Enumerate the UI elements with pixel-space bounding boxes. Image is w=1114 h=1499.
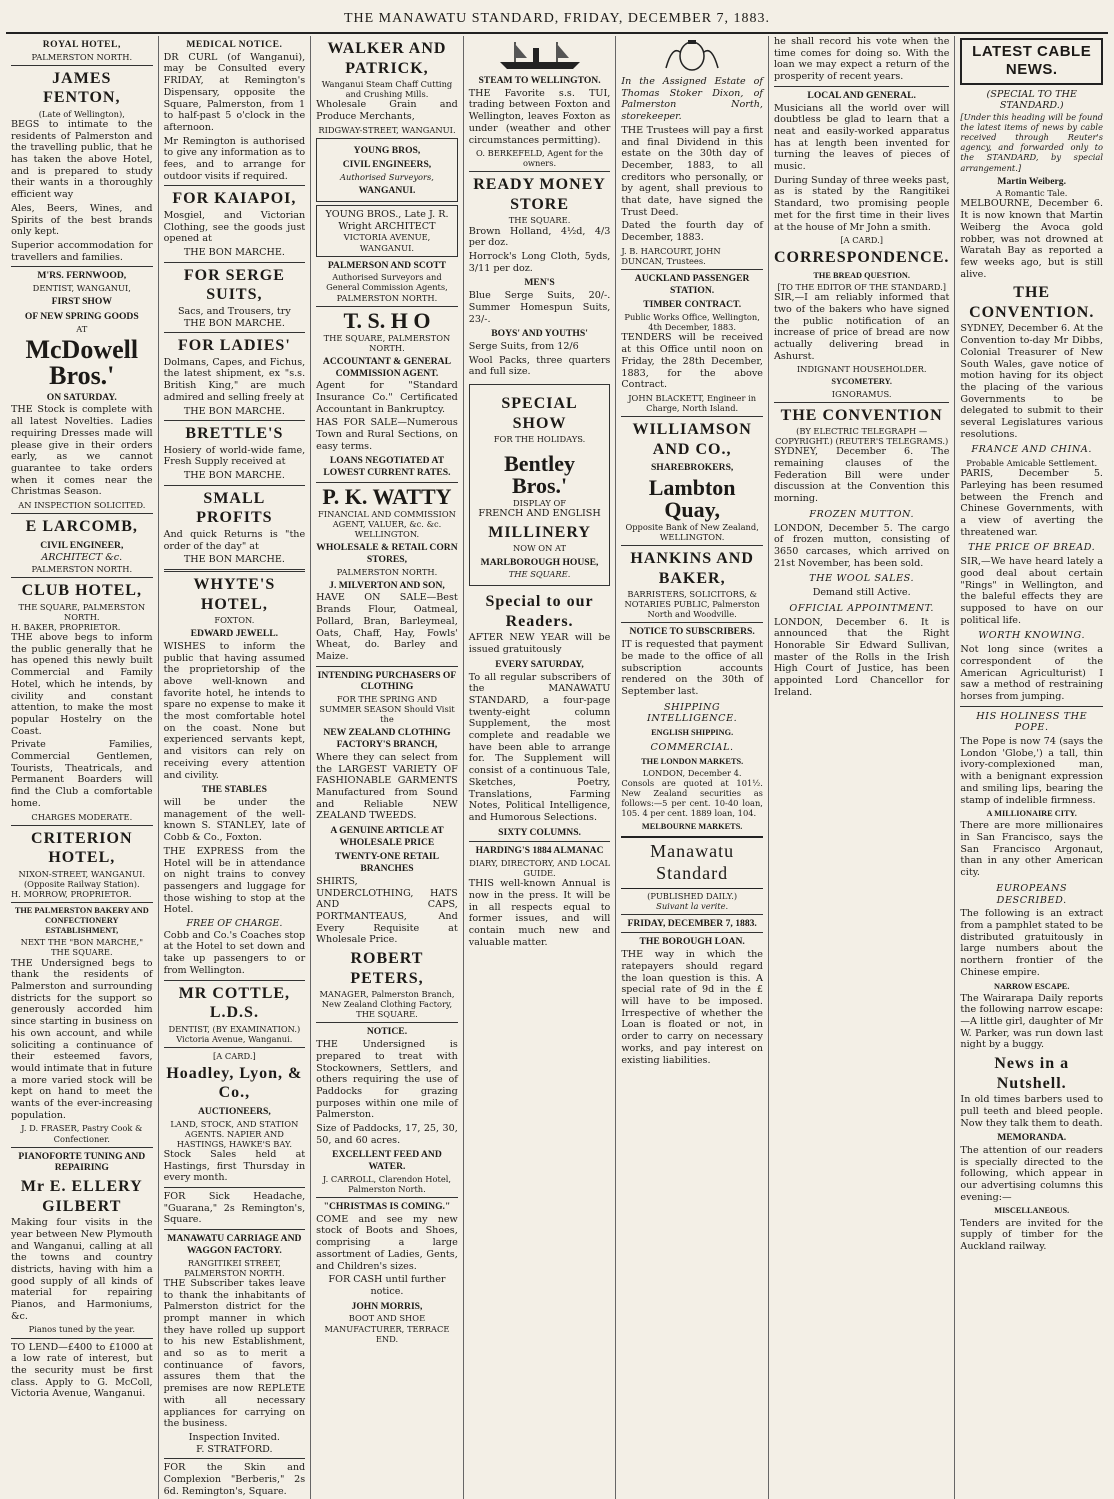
special-readers: Special to our Readers. <box>485 593 594 630</box>
foxton: FOXTON. <box>214 615 255 626</box>
convention-body-2: SYDNEY, December 6. At the Convention to-day Mr Dibbs, Colonial Treasurer of New South Wales, gave notice of motion having for its object the placing of the various Governments to be delegated to submit to their several Legislatures various resolutions. <box>960 323 1103 440</box>
appointment-heading: OFFICIAL APPOINTMENT. <box>789 602 934 614</box>
lambton-quay: Lambton Quay, <box>648 474 736 522</box>
after-new-year: AFTER NEW YEAR will be issued gratuitously <box>468 632 611 656</box>
pope-body: The Pope is now 74 (says the London 'Globe,') a tall, thin ivory-complexioned man, with a benignant expression and smiling lips, bearing the stamp of indelible firmness. <box>960 736 1103 806</box>
mcdowell-heading: McDowell Bros.' <box>25 334 139 390</box>
worth-body: Not long since (writes a correspondent of the American Agriculturist) I saw a method of restraining horses from jumping. <box>960 644 1103 702</box>
of-new-goods: OF NEW SPRING GOODS <box>24 310 139 322</box>
card-label-2: [A CARD.] <box>840 235 884 246</box>
auctioneers: AUCTIONEERS, <box>197 1105 271 1117</box>
bakery-heading: THE PALMERSTON BAKERY AND CONFECTIONERY ESTABLISHMENT, <box>14 906 149 936</box>
larcomb-place: PALMERSTON NORTH. <box>31 564 133 575</box>
hoadley-sale: Stock Sales held at Hastings, first Thursday in every month. <box>163 1148 306 1184</box>
misc-body: Tenders are invited for the supply of timber for the Auckland railway. <box>960 1217 1103 1252</box>
notice-body: THE Undersigned is prepared to treat with Stockowners, Settlers, and others requiring the use of Paddocks for grazing purposes within one mile of Palmerston. <box>316 1039 458 1121</box>
jewell-body: WISHES to inform the public that having assumed the proprietorship of the above well-known and favorite hotel, he intends to spare no expense to make it the most comfortable hotel on the coast. None but experienced servants kept, and visitors can rely on receiving every attention and civility. <box>163 640 306 781</box>
weiberg-heading: Martin Weiberg. <box>997 175 1066 187</box>
architect: ARCHITECT &c. <box>41 552 123 564</box>
special-show: SPECIAL SHOW <box>501 395 578 432</box>
pk-heading: P. K. WATTY <box>322 483 452 509</box>
harding-body: THIS well-known Annual is now in the press. It will be in all respects equal to former issues, and will contain much new and valuable matter. <box>468 878 611 948</box>
gilbert-body: Making four visits in the year between New Plymouth and Wanganui, calling at all the towns and country districts, having with him a good supply of all kinds of material for repairing Pianos, and Harmoniums, &c. <box>11 1217 153 1322</box>
serge-heading: FOR SERGE SUITS, <box>183 266 285 304</box>
millionaire-heading: A MILLIONAIRE CITY. <box>986 809 1077 819</box>
cottle-heading: MR COTTLE, L.D.S. <box>178 984 291 1022</box>
mcdowell-body: THE Stock is complete with all latest Novelties. Ladies requiring Dresses made will please give in their orders early, as we cannot guarantee to take orders when it comes near the Christmas Season. <box>11 404 153 498</box>
europeans-heading: EUROPEANS DESCRIBED. <box>996 882 1068 906</box>
wool-heading: THE WOOL SALES. <box>809 573 915 585</box>
loan-continued: he shall record his vote when the time comes for doing so. With the loan we may expect a return of the prosperity of recent years. <box>773 36 950 83</box>
mens-heading: MEN'S <box>524 277 555 289</box>
peters-sub: MANAGER, Palmerston Branch, New Zealand Clothing Factory, THE SQUARE. <box>319 989 455 1020</box>
ladies-heading: FOR LADIES' <box>177 337 291 355</box>
ready-money-heading: READY MONEY STORE <box>473 176 606 213</box>
nz-body: Where they can select from the LARGEST VARIETY OF FASHIONABLE GARMENTS Manufactured from Sound and Reliable NEW ZEALAND TWEEDS. <box>316 751 458 822</box>
column-1 <box>6 36 159 1499</box>
narrow-escape-heading: NARROW ESCAPE. <box>993 981 1070 991</box>
royal-hotel-heading: ROYAL HOTEL, <box>42 39 121 50</box>
cottle-place: Victoria Avenue, Wanganui. <box>176 1033 293 1044</box>
card-label: [A CARD.] <box>213 1050 256 1061</box>
the-square: THE SQUARE. <box>508 569 571 580</box>
young-heading: YOUNG BROS, <box>353 144 421 156</box>
for-cash: FOR CASH until further notice. <box>328 1274 446 1297</box>
france-body: PARIS, December 5. Parleying has been resumed between the French and Chinese Governments, with a view of averting the threatened war. <box>960 468 1103 538</box>
club-body: THE above begs to inform the public generally that he has opened this newly built Commercial and Family Hotel, which he intends, by civility and constant attention, to make the most popular Hostelry on the Coast. <box>11 632 153 737</box>
sycometery: SYCOMETERY. <box>831 377 892 387</box>
shipping-heading: SHIPPING INTELLIGENCE. <box>646 701 738 725</box>
express-body: THE EXPRESS from the Hotel will be in attendance on night trains to convey passengers and luggage for those wishing to stop at the Hotel. <box>163 845 306 916</box>
fenton-heading: JAMES FENTON, <box>43 69 121 107</box>
melbourne-markets: MELBOURNE MARKETS. <box>641 821 743 831</box>
intending-sub: FOR THE SPRING AND SUMMER SEASON Should Visit the <box>319 694 455 725</box>
small-profits-body: And quick Returns is "the order of the day" at <box>163 528 306 552</box>
on-saturday: ON SATURDAY. <box>46 391 117 403</box>
kaiapoi-heading: FOR KAIAPOI, <box>172 190 297 208</box>
convention-body: SYDNEY, December 6. The remaining clauses of the Federation Bill were under discussion at the Convention this morning. <box>773 446 950 505</box>
works-office: Public Works Office, Wellington, 4th December, 1883. <box>624 312 760 333</box>
pianos-tuned: Pianos tuned by the year. <box>28 1324 135 1335</box>
stratford: F. STRATFORD. <box>196 1443 273 1455</box>
club-sub: THE SQUARE, PALMERSTON NORTH. <box>18 601 146 622</box>
dated: Dated the fourth day of December, 1883. <box>621 220 763 244</box>
tsh-place: THE SQUARE, PALMERSTON NORTH. <box>323 332 451 353</box>
hoadley-body: LAND, STOCK, AND STATION AGENTS. NAPIER AND HASTINGS, HAWKE'S BAY. <box>170 1118 299 1149</box>
fenton-ales: Ales, Beers, Wines, and Spirits of the best brands only kept. <box>11 202 153 238</box>
piano-heading: PIANOFORTE TUNING AND REPAIRING <box>18 1150 146 1174</box>
nutshell-body: In old times barbers used to pull teeth and bleed people. Now they talk them to death. <box>960 1094 1103 1129</box>
criterion-sub: NIXON-STREET, WANGANUI. (Opposite Railway Station). <box>18 868 146 889</box>
masthead: THE MANAWATU STANDARD, FRIDAY, DECEMBER 7, 1883. <box>6 6 1108 34</box>
appointment-body: LONDON, December 6. It is announced that the Right Honorable Sir Edward Sullivan, master of the Rolls in the Irish High Court of Justice, has been appointed Lord Chancellor for Ireland. <box>773 616 950 698</box>
hankins-heading: HANKINS AND BAKER, <box>630 550 754 587</box>
walker-heading: WALKER AND PATRICK, <box>327 40 447 77</box>
club-rooms: Private Families, Commercial Gentlemen, Tourists, Theatricals, and Permanent Boarders will find the Club a comfortable home. <box>11 739 153 809</box>
nutshell-heading: News in a Nutshell. <box>994 1055 1070 1092</box>
convention-heading: THE CONVENTION <box>780 406 943 424</box>
club-hotel-heading: CLUB HOTEL, <box>21 582 142 600</box>
price-of-bread-heading: THE PRICE OF BREAD. <box>968 542 1096 554</box>
householder: INDIGNANT HOUSEHOLDER. <box>796 364 927 375</box>
worth-knowing-heading: WORTH KNOWING. <box>978 630 1086 642</box>
bread-body: SIR,—I am reliably informed that two of the bakers who have signed the public notification of an increase of price of bread are now actually delivering bread in Ashurst. <box>773 292 950 362</box>
frozen-body: LONDON, December 5. The cargo of frozen mutton, consisting of 3650 carcases, which arrived on 21st November, has been sold. <box>773 522 950 569</box>
trustees: J. B. HARCOURT, JOHN DUNCAN, Trustees. <box>621 245 721 266</box>
column-3 <box>311 36 464 1499</box>
europeans-body: The following is an extract from a pamphlet stated to be distributed gratuitously in large numbers about the northern frontier of the Chinese empire. <box>960 908 1103 978</box>
christmas-heading: "CHRISTMAS IS COMING." <box>323 1201 451 1213</box>
milverton-body: HAVE ON SALE—Best Brands Flour, Oatmeal, Pollard, Bran, Barleymeal, Oats, Chaff, Hay, Fowls' Wheat, do. Barley and Maize. <box>316 592 458 662</box>
surveyors: Authorised Surveyors, <box>340 172 434 183</box>
intending-heading: INTENDING PURCHASERS OF CLOTHING <box>317 669 457 693</box>
wholesale-place: PALMERSTON NORTH. <box>336 566 438 577</box>
bon-marche-5: THE BON MARCHE. <box>183 554 285 566</box>
notice-heading: NOTICE. <box>366 1026 408 1038</box>
young-bros-box <box>316 138 458 202</box>
harding-heading: HARDING'S 1884 ALMANAC <box>475 845 604 857</box>
berkefeld: O. BERKEFELD, Agent for the owners. <box>476 148 604 169</box>
latest-cable-heading: LATEST CABLE NEWS. <box>960 38 1103 85</box>
bread-question: THE BREAD QUESTION. <box>813 270 910 280</box>
rangitikei: RANGITIKEI STREET, PALMERSTON NORTH. <box>184 1257 285 1278</box>
diary: DIARY, DIRECTORY, AND LOCAL GUIDE. <box>469 858 610 879</box>
display-of: DISPLAY OF <box>513 498 567 509</box>
column-7 <box>955 36 1108 1499</box>
fenton-note: (Late of Wellington), <box>38 108 125 119</box>
bentley-box <box>469 384 611 586</box>
french-english: FRENCH AND ENGLISH <box>478 508 601 520</box>
young-architect-box <box>316 205 458 257</box>
column-2 <box>159 36 312 1499</box>
ready-sub: THE SQUARE. <box>508 215 571 226</box>
notice-subscribers: NOTICE TO SUBSCRIBERS. <box>629 626 755 638</box>
tui-body: THE Favorite s.s. TUI, trading between Foxton and Wellington, leaves Foxton as under (weather and other circumstances permitting). <box>468 87 611 146</box>
column-6 <box>769 36 955 1499</box>
romantic-tale: A Romantic Tale. <box>996 188 1068 199</box>
local-general-heading: LOCAL AND GENERAL. <box>807 89 916 101</box>
bon-marche-3: THE BON MARCHE. <box>183 405 285 417</box>
published-daily: (PUBLISHED DAILY.) <box>647 890 738 901</box>
column-4 <box>464 36 617 1499</box>
palmerson-sub: Authorised Surveyors and General Commission Agents, PALMERSTON NORTH. <box>326 272 448 303</box>
wool-packs: Wool Packs, three quarters and full size. <box>468 354 611 378</box>
morris-heading: JOHN MORRIS, <box>351 1300 423 1312</box>
at-label: AT <box>76 323 88 334</box>
assigned-estate: In the Assigned Estate of Thomas Stoker Dixon, of Palmerston North, storekeeper. <box>621 76 763 123</box>
brettle-heading: BRETTLE'S <box>185 425 284 443</box>
carroll: J. CARROLL, Clarendon Hotel, Palmerston North. <box>322 1173 452 1194</box>
now-on-at: NOW ON AT <box>513 543 567 554</box>
probable-settlement: Probable Amicable Settlement. <box>966 458 1098 469</box>
bakery-body: THE Undersigned begs to thank the residents of Palmerston and surrounding districts for the support so generously accorded him since starting in business on his own account, and while soliciting a continuance of their esteemed favors, would intimate that in future a more varied stock will be kept on hand to meet the wants of the ever-increasing population. <box>11 957 153 1121</box>
stables-heading: THE STABLES <box>201 784 267 796</box>
fenton-body: BEGS to intimate to the residents of Palmerston and the travelling public, that he has taken the above Hotel, and is prepared to study their wants in a thoroughly efficient way <box>11 118 153 201</box>
steam-heading: STEAM TO WELLINGTON. <box>478 75 601 86</box>
ridgway: RIDGWAY-STREET, WANGANUI. <box>318 124 456 135</box>
bentley-heading: Bentley Bros.' <box>504 451 575 499</box>
misc-heading: MISCELLANEOUS. <box>994 1206 1070 1216</box>
london-markets: THE LONDON MARKETS. <box>641 756 744 766</box>
to-editor: [TO THE EDITOR OF THE STANDARD.] <box>777 281 947 292</box>
column-5 <box>616 36 769 1499</box>
whytes-heading: WHYTE'S HOTEL, <box>193 576 276 613</box>
marlborough: MARLBOROUGH HOUSE, <box>480 556 599 568</box>
jewell-heading: EDWARD JEWELL. <box>190 628 279 640</box>
blackett: JOHN BLACKETT, Engineer in Charge, North Island. <box>628 392 757 414</box>
wholesale: WHOLESALE & RETAIL CORN STORES, <box>316 542 458 565</box>
pk-sub: FINANCIAL AND COMMISSION AGENT, VALUER, &c. &c. WELLINGTON. <box>318 508 456 540</box>
morris-sub: BOOT AND SHOE MANUFACTURER, TERRACE END. <box>324 1313 450 1344</box>
tsh-heading: T. S. H O <box>343 307 431 333</box>
convention-sub: (BY ELECTRIC TELEGRAPH — COPYRIGHT.) (REUTER'S TELEGRAMS.) <box>775 426 949 447</box>
markets-body: Consols are quoted at 101½. New Zealand securities as follows:—5 per cent. 10-40 loan, 105. 4 per cent. 1889 loan, 104. <box>621 778 763 819</box>
young-place: WANGANUI. <box>358 185 416 197</box>
steamship-icon <box>495 38 585 72</box>
first-show: FIRST SHOW <box>51 296 112 308</box>
kaiapoi-body: Mosgiel, and Victorian Clothing, see the goods just opened at <box>163 209 306 245</box>
weiberg-body: MELBOURNE, December 6. It is now known that Martin Weiberg the Avoca gold robber, was not drowned at Waratah Bay as reported a few weeks ago, but is still alive. <box>960 198 1103 280</box>
twenty-one: TWENTY-ONE RETAIL BRANCHES <box>334 851 440 875</box>
milverton-heading: J. MILVERTON AND SON, <box>329 579 445 591</box>
inspection-solicited: AN INSPECTION SOLICITED. <box>18 500 146 511</box>
serge-body: Sacs, and Trousers, try <box>177 305 291 317</box>
christmas-body: COME and see my new stock of Boots and Shoes, comprising a large assortment of Ladies, Gents, and Children's sizes. <box>316 1213 458 1272</box>
club-prop: H. BAKER, PROPRIETOR. <box>11 621 121 632</box>
paddock-sizes: Size of Paddocks, 17, 25, 30, 50, and 60 acres. <box>316 1123 458 1146</box>
commercial-heading: COMMERCIAL. <box>650 742 734 754</box>
cottle-sub: DENTIST, (BY EXAMINATION.) <box>168 1023 301 1034</box>
criterion-heading: CRITERION HOTEL, <box>31 829 133 867</box>
lambton-sub: Opposite Bank of New Zealand, WELLINGTON. <box>625 521 759 542</box>
brettle-body: Hosiery of world-wide fame, Fresh Supply received at <box>163 444 306 468</box>
bon-marche-2: THE BON MARCHE. <box>183 317 285 329</box>
small-profits-heading: SMALL PROFITS <box>196 489 273 527</box>
berberis: FOR the Skin and Complexion "Berberis," 2s 6d. Remington's, Square. <box>163 1462 306 1497</box>
auckland-heading: AUCKLAND PASSENGER STATION. <box>634 273 750 296</box>
guarana: FOR Sick Headache, "Guarana," 2s Remington's, Square. <box>163 1191 306 1226</box>
stables-body: will be under the management of the well-known S. STANLEY, late of Cobb & Co., Foxton. <box>163 796 306 844</box>
boys-heading: BOYS' AND YOUTHS' <box>491 328 588 340</box>
convention-heading-2: THE CONVENTION. <box>969 284 1095 321</box>
millinery: MILLINERY <box>488 523 591 541</box>
bakery-bon: NEXT THE "BON MARCHE," THE SQUARE. <box>20 937 144 958</box>
walker-body: Wholesale Grain and Produce Merchants, <box>316 99 458 122</box>
motto: Suivant la verite. <box>656 900 729 911</box>
columns <box>6 36 1108 1497</box>
fernwood-sub: DENTIST, WANGANUI, <box>32 283 131 294</box>
fernwood-heading: M'RS. FERNWOOD, <box>37 270 127 282</box>
narrow-body: The Wairarapa Daily reports the following narrow escape:—A little girl, daughter of Mr W. Parker, was run down last night by a buggy. <box>960 992 1103 1051</box>
manawatu-factory-heading: MANAWATU CARRIAGE AND WAGGON FACTORY. <box>167 1233 302 1256</box>
fenton-sup: Superior accommodation for travellers and families. <box>11 239 153 263</box>
timber-contract: TIMBER CONTRACT. <box>643 299 742 311</box>
millionaire-body: There are more millionaires in San Francisco, says the San Francisco Argonaut, than in any other American city. <box>960 820 1103 879</box>
bon-marche-1: THE BON MARCHE. <box>183 247 285 259</box>
nz-clothing: NEW ZEALAND CLOTHING FACTORY'S BRANCH, <box>323 727 451 751</box>
to-lend: TO LEND—£400 to £1000 at a low rate of interest, but the security must be first class. Apply to G. McColl, Victoria Avenue, Wanganui. <box>11 1341 153 1400</box>
tenders-body: TENDERS will be received at this Office until noon on Friday, the 28th December, 1883, for the above Contract. <box>621 332 763 391</box>
insurance: Agent for "Standard Insurance Co." Certificated Accountant in Bankruptcy. <box>316 380 458 415</box>
memoranda-heading: MEMORANDA. <box>997 1132 1067 1144</box>
remington-body: Mr Remington is authorised to give any information as to fees, and to arrange for outdoor visits if required. <box>163 135 306 182</box>
charges-moderate: CHARGES MODERATE. <box>31 811 133 822</box>
free-of-charge: FREE OF CHARGE. <box>186 918 283 930</box>
larcomb-heading: E LARCOMB, <box>25 518 138 536</box>
coat-of-arms-icon <box>652 38 732 74</box>
cobb-body: Cobb and Co.'s Coaches stop at the Hotel to set down and take up passengers to or from Wellington. <box>163 929 306 976</box>
civil-engineer: CIVIL ENGINEER, <box>40 539 124 551</box>
wool-body: Demand still Active. <box>812 587 911 599</box>
hoadley-heading: Hoadley, Lyon, & Co., <box>166 1064 303 1102</box>
sharebrokers: SHAREBROKERS, <box>650 462 734 474</box>
factory-body: THE Subscriber takes leave to thank the inhabitants of Palmerston district for the prompt manner in which they have rolled up support to his new Establishment, and so as to merit a continuance of favors, assures them that the premises are now REPLETE with all necessary appliances for carrying on the business. <box>163 1277 306 1430</box>
morrow: H. MORROW, PROPRIETOR. <box>11 888 132 899</box>
mens-body: Blue Serge Suits, 20/-. Summer Homespun Suits, 23/-. <box>468 290 611 325</box>
shirts: SHIRTS, UNDERCLOTHING, HATS AND CAPS, PORTMANTEAUS, And Every Requisite at Wholesale Price. <box>316 875 458 946</box>
local-body-2: During Sunday of three weeks past, as is stated by the Rangitikei Standard, two promising people met for the first time in their lives at the house of Mr John a smith. <box>773 174 950 233</box>
price-bread-body: SIR,—We have heard lately a good deal about certain "Rings" in Wellington, and the baleful effects they are supposed to have on our political life. <box>960 556 1103 626</box>
every-saturday: EVERY SATURDAY, <box>495 658 584 670</box>
borough-loan-heading: THE BOROUGH LOAN. <box>639 936 745 948</box>
standard-masthead: Manawatu Standard <box>621 836 763 889</box>
london-date: LONDON, December 4. <box>642 767 742 778</box>
excellent-feed: EXCELLENT FEED AND WATER. <box>332 1149 442 1173</box>
english-shipping: ENGLISH SHIPPING. <box>651 728 734 738</box>
pope-heading: HIS HOLINESS THE POPE. <box>976 710 1088 734</box>
horrock: Horrock's Long Cloth, 5yds, 3/11 per doz. <box>468 250 611 274</box>
williamson-heading: WILLIAMSON AND CO., <box>632 421 752 458</box>
young-architect: YOUNG BROS., Late J. R. Wright ARCHITECT <box>325 208 449 232</box>
readers-body: To all regular subscribers of the MANAWATU STANDARD, a four-page twenty-eight column Supplement, the most complete and readable we have been able to arrange for. The Supplement will consist of a continuous Tale, Sketches, Poetry, Translations, Farming Notes, Political Intelligence, and Humorous Selections. <box>468 671 611 823</box>
local-body: Musicians all the world over will doubtless be glad to learn that a neat and easily-worked apparatus has at length been invented for turning the leaves of pieces of music. <box>773 102 950 173</box>
borough-body: THE way in which the ratepayers should regard the loan question is this. A special rate of 9d in the £ will have to be imposed. Irrespective of whether the Loan is floated or not, in order to carry on necessary works, and pay interest on existing liabilities. <box>621 949 763 1066</box>
special-to-standard: (SPECIAL TO THE STANDARD.) <box>986 88 1077 112</box>
special-note: [Under this heading will be found the latest items of news by cable received through Reuter's agency, and forwarded only to the STANDARD, by special arrangement.] <box>960 112 1103 173</box>
notice-sub-body: IT is requested that payment be made to the office of all subscription accounts rendered on the 30th of September last. <box>621 639 763 697</box>
hankins-sub: BARRISTERS, SOLICITORS, & NOTARIES PUBLIC, Palmerston North and Woodville. <box>624 589 760 620</box>
has-for-sale: HAS FOR SALE—Numerous Town and Rural Sections, on easy terms. <box>316 417 458 452</box>
walker-sub: Wanganui Steam Chaff Cutting and Crushing Mills. <box>321 79 453 100</box>
standard-date: FRIDAY, DECEMBER 7, 1883. <box>627 917 757 929</box>
peters-heading: ROBERT PETERS, <box>350 950 424 987</box>
memoranda-body: The attention of our readers is specially directed to the following, which appear in our advertising columns this evening:— <box>960 1144 1103 1203</box>
medical-heading: MEDICAL NOTICE. <box>186 39 283 50</box>
accountant: ACCOUNTANT & GENERAL COMMISSION AGENT. <box>322 355 452 379</box>
fraser: J. D. FRASER, Pastry Cook & Confectioner. <box>21 1123 143 1144</box>
for-holidays: FOR THE HOLIDAYS. <box>493 434 586 445</box>
inspection-invited: Inspection Invited. <box>188 1431 280 1443</box>
correspondence-heading: CORRESPONDENCE. <box>773 249 950 267</box>
brown-holland: Brown Holland, 4½d, 4/3 per doz. <box>468 225 611 249</box>
sixty-columns: SIXTY COLUMNS. <box>498 826 581 838</box>
france-china-heading: FRANCE AND CHINA. <box>971 444 1093 456</box>
genuine: A GENUINE ARTICLE AT WHOLESALE PRICE <box>330 825 444 848</box>
palmerson-heading: PALMERSON AND SCOTT <box>327 259 447 271</box>
frozen-heading: FROZEN MUTTON. <box>809 508 915 520</box>
trustees-body: THE Trustees will pay a first and final Dividend in this estate on the 30th day of December, 1883, to all creditors who personally, or by agent, shall previous to that date, have signed the Trust Deed. <box>621 124 763 218</box>
boys-body: Serge Suits, from 12/6 <box>468 340 579 352</box>
ignoramus: IGNORAMUS. <box>831 388 892 399</box>
curl-body: DR CURL (of Wanganui), may be Consulted every FRIDAY, at Remington's Dispensary, opposite the Square, Palmerston, from 1 to half-past 5 o'clock in the afternoon. <box>163 51 306 133</box>
ladies-body: Dolmans, Capes, and Fichus, the latest shipment, ex "s.s. British King," are much admired and selling freely at <box>163 356 306 403</box>
civil-engineers: CIVIL ENGINEERS, <box>342 159 432 171</box>
gilbert-heading: Mr E. ELLERY GILBERT <box>20 1178 143 1215</box>
loans: LOANS NEGOTIATED AT LOWEST CURRENT RATES. <box>323 455 451 479</box>
victoria-avenue: VICTORIA AVENUE, WANGANUI. <box>343 232 431 253</box>
bon-marche-4: THE BON MARCHE. <box>183 470 285 482</box>
royal-hotel-place: PALMERSTON NORTH. <box>31 51 133 62</box>
